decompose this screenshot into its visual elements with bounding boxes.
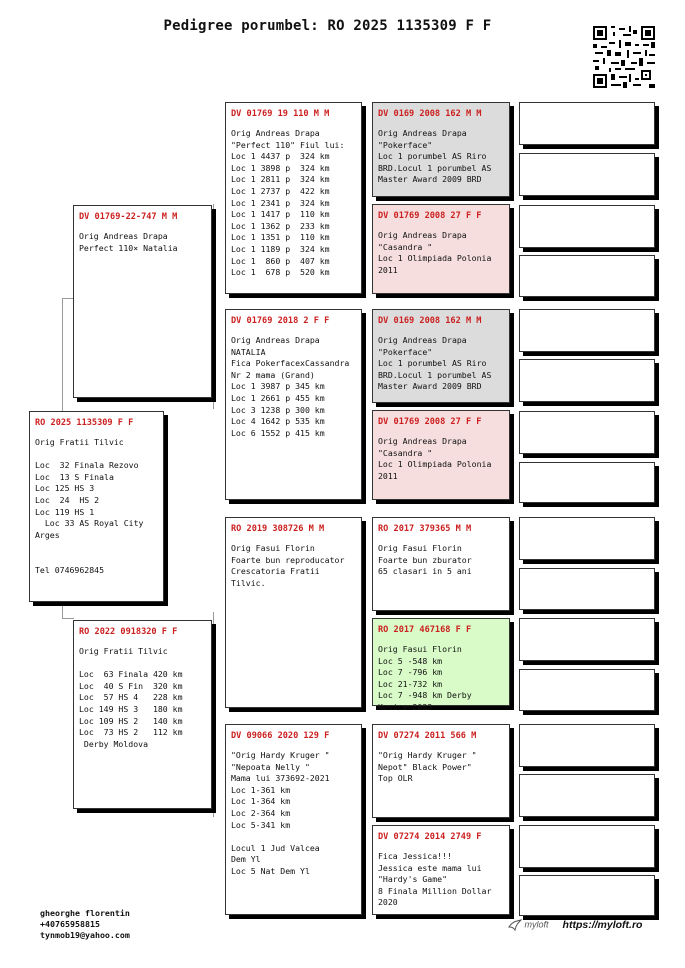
pedigree-card-empty[interactable] (519, 618, 655, 661)
card-text: "Orig Hardy Kruger " Nepot" Black Power" Top OLR (378, 750, 477, 784)
pedigree-card-great-grandparent[interactable] (372, 517, 510, 611)
qr-code-icon (591, 24, 657, 90)
pedigree-card-empty[interactable] (519, 255, 655, 297)
connector-line (362, 770, 363, 870)
pedigree-card-great-grandparent[interactable] (372, 410, 510, 500)
pedigree-card-empty[interactable] (519, 517, 655, 560)
pedigree-card-father[interactable] (73, 205, 212, 398)
page-title: Pedigree porumbel: RO 2025 1135309 F F (163, 18, 492, 34)
pedigree-card-empty[interactable] (519, 102, 655, 145)
ring-number: RO 2019 308726 M M (231, 524, 325, 534)
brand-footer (508, 918, 642, 932)
ring-number: DV 01769 2008 27 F F (378, 417, 482, 427)
card-text: Orig Fratii Tilvic Loc 63 Finala 420 km Loc 40 S Fin 320 km Loc 57 HS 4 228 km Loc 149 HS 3 180 km Loc 109 HS 2 140 km Loc 73 HS 2 112 km Derby Moldova (79, 646, 183, 749)
pedigree-card-empty[interactable] (519, 309, 655, 352)
pedigree-card-great-grandparent[interactable] (372, 724, 510, 818)
card-text: Orig Fasui Florin Foarte bun zburator 65 clasari in 5 ani (378, 543, 472, 577)
pedigree-card-empty[interactable] (519, 669, 655, 711)
owner-email: tynmob19@yahoo.com (40, 930, 130, 940)
pedigree-card-mother[interactable] (73, 620, 212, 809)
contact-info (40, 908, 130, 941)
pedigree-card-grandparent[interactable] (225, 309, 362, 500)
pedigree-card-empty[interactable] (519, 774, 655, 817)
pedigree-card-subject[interactable] (29, 411, 164, 602)
ring-number: DV 07274 2014 2749 F (378, 832, 482, 842)
pedigree-card-great-grandparent[interactable] (372, 204, 510, 294)
connector-line (362, 150, 363, 258)
connector-line (362, 566, 363, 669)
pedigree-card-grandparent[interactable] (225, 517, 362, 708)
pedigree-card-empty[interactable] (519, 875, 655, 916)
owner-phone: +40765958815 (40, 919, 100, 929)
card-text: Orig Andreas Drapa Perfect 110× Natalia (79, 231, 178, 253)
pedigree-card-empty[interactable] (519, 462, 655, 503)
pedigree-card-empty[interactable] (519, 359, 655, 402)
ring-number: DV 01769 2008 27 F F (378, 211, 482, 221)
pedigree-card-empty[interactable] (519, 411, 655, 454)
card-text: Orig Fasui Florin Foarte bun reproducator Crescatoria Fratii Tilvic. (231, 543, 345, 588)
pedigree-card-empty[interactable] (519, 825, 655, 868)
pedigree-card-great-grandparent[interactable] (372, 309, 510, 403)
ring-number: DV 01769 2018 2 F F (231, 316, 330, 326)
card-text: Orig Fasui Florin Loc 5 -548 km Loc 7 -796 km Loc 21-732 km Loc 7 -948 km Derby Kosice 2023 (378, 644, 472, 712)
card-text: Fica Jessica!!! Jessica este mama lui "Hardy's Game" 8 Finala Million Dollar 2020 (378, 851, 492, 908)
ring-number: RO 2022 0918320 F F (79, 627, 178, 637)
ring-number: DV 09066 2020 129 F (231, 731, 330, 741)
pedigree-card-empty[interactable] (519, 153, 655, 196)
card-text: Orig Fratii Tilvic Loc 32 Finala Rezovo Loc 13 S Finala Loc 125 HS 3 Loc 24 HS 2 Loc 119 HS 1 Loc 33 AS Royal City Arges Tel 0746962845 (35, 437, 144, 575)
connector-line (213, 612, 214, 817)
connector-line (213, 204, 214, 409)
card-text: Orig Andreas Drapa NATALIA Fica PokerfacexCassandra Nr 2 mama (Grand) Loc 1 3987 p 345 km Loc 1 2661 p 455 km Loc 3 1238 p 300 km Loc 4 1642 p 535 km Loc 6 1552 p 415 km (231, 335, 350, 438)
pedigree-card-great-grandparent[interactable] (372, 618, 510, 712)
card-text: Orig Andreas Drapa "Pokerface" Loc 1 porumbel AS Riro BRD.Locul 1 porumbel AS Master Award 2009 BRD (378, 335, 492, 392)
ring-number: DV 01769-22-747 M M (79, 212, 178, 222)
pedigree-card-great-grandparent[interactable] (372, 825, 510, 915)
owner-name: gheorghe florentin (40, 908, 130, 918)
card-text: Orig Andreas Drapa "Casandra " Loc 1 Olimpiada Polonia 2011 (378, 230, 492, 275)
card-text: Orig Andreas Drapa "Perfect 110" Fiul lui: Loc 1 4437 p 324 km Loc 1 3898 p 324 km Loc 1 2811 p 324 km Loc 1 2737 p 422 km Loc 1 2341 p 324 km Loc 1 1417 p 110 km Loc 1 1362 p 233 km Loc 1 1351 p 110 km Loc 1 1189 p 324 km Loc 1 860 p 407 km Loc 1 678 p 520 km (231, 128, 345, 278)
connector-line (362, 356, 363, 460)
pedigree-card-empty[interactable] (519, 568, 655, 610)
ring-number: RO 2025 1135309 F F (35, 418, 134, 428)
ring-number: RO 2017 379365 M M (378, 524, 472, 534)
pedigree-card-grandparent[interactable] (225, 724, 362, 915)
website-link[interactable]: https://myloft.ro (562, 919, 643, 931)
connector-line (62, 618, 74, 619)
ring-number: RO 2017 467168 F F (378, 625, 472, 635)
card-text: Orig Andreas Drapa "Casandra " Loc 1 Olimpiada Polonia 2011 (378, 436, 492, 481)
card-text: "Orig Hardy Kruger " "Nepoata Nelly " Mama lui 373692-2021 Loc 1-361 km Loc 1-364 km Loc 2-364 km Loc 5-341 km Locul 1 Jud Valcea Dem Yl Loc 5 Nat Dem Yl (231, 750, 330, 876)
pedigree-card-empty[interactable] (519, 205, 655, 248)
bird-icon (508, 918, 522, 932)
ring-number: DV 07274 2011 566 M (378, 731, 477, 741)
card-text: Orig Andreas Drapa "Pokerface" Loc 1 porumbel AS Riro BRD.Locul 1 porumbel AS Master Award 2009 BRD (378, 128, 492, 185)
ring-number: DV 0169 2008 162 M M (378, 109, 482, 119)
myloft-logo: myloft (508, 918, 549, 932)
ring-number: DV 01769 19 110 M M (231, 109, 330, 119)
ring-number: DV 0169 2008 162 M M (378, 316, 482, 326)
pedigree-card-great-grandparent[interactable] (372, 102, 510, 197)
pedigree-card-grandparent[interactable] (225, 102, 362, 294)
pedigree-card-empty[interactable] (519, 724, 655, 767)
